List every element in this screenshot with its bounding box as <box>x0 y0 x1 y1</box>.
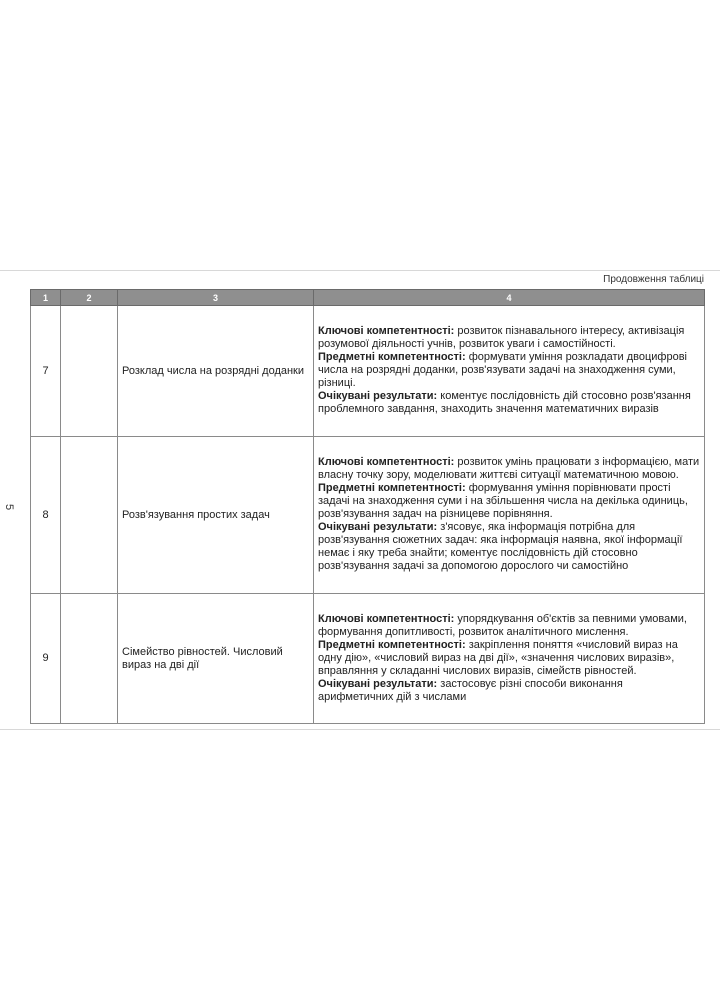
block-label: Ключові компетентності: <box>318 325 455 337</box>
table-row <box>31 306 705 437</box>
block-text: закріплення поняття «числовий вираз на одну дію», «числовий вираз на дві дії», «значення числових виразів», вправляння у складанні числових виразів, сімейств рівностей. <box>318 638 678 677</box>
subject-competencies <box>318 351 700 390</box>
row-col2 <box>61 594 118 724</box>
row-col2 <box>61 306 118 437</box>
table-caption: Продовження таблиці <box>603 274 704 285</box>
page-edge-top <box>0 270 720 271</box>
block-text: упорядкування об'єктів за певними умовами, формування допитливості, розвиток аналітичного мислення. <box>318 612 687 638</box>
subject-competencies <box>318 639 700 678</box>
row-number: 9 <box>31 594 61 724</box>
header-col-3: 3 <box>118 290 314 306</box>
expected-results <box>318 678 700 704</box>
expected-results <box>318 390 700 416</box>
block-text: коментує послідовність дій стосовно розв'язання проблемного завдання, знаходить значення математичних виразів <box>318 390 691 415</box>
header-col-2: 2 <box>61 290 118 306</box>
block-text: формувати уміння розкладати двоцифрові числа на розрядні доданки, розв'язувати задачі на знаходження суми, різниці. <box>318 351 687 389</box>
expected-results <box>318 521 700 573</box>
lesson-description <box>314 594 705 724</box>
header-col-4: 4 <box>314 290 705 306</box>
block-label: Очікувані результати: <box>318 521 438 533</box>
block-label: Очікувані результати: <box>318 677 438 690</box>
header-col-1: 1 <box>31 290 61 306</box>
page-edge-bottom <box>0 729 720 730</box>
subject-competencies <box>318 482 700 521</box>
block-label: Предметні компетентності: <box>318 638 466 651</box>
key-competencies <box>318 456 700 482</box>
row-number: 7 <box>31 306 61 437</box>
lesson-topic: Розв'язування простих задач <box>118 437 314 594</box>
table-row <box>31 594 705 724</box>
block-text: формування уміння порівнювати прості задачі на знаходження суми і на збільшення числа на декілька одиниць, розв'язування задач на різницеве порівняння. <box>318 482 688 520</box>
lesson-plan-table <box>30 289 705 724</box>
lesson-topic: Сімейство рівностей. Числовий вираз на дві дії <box>118 594 314 724</box>
row-col2 <box>61 437 118 594</box>
block-label: Предметні компетентності: <box>318 351 466 363</box>
block-text: розвиток пізнавального інтересу, активізація розумової діяльності учнів, розвиток уваги і самостійності. <box>318 325 685 350</box>
lesson-description <box>314 306 705 437</box>
block-label: Очікувані результати: <box>318 390 438 402</box>
table-row <box>31 437 705 594</box>
block-text: з'ясовує, яка інформація потрібна для розв'язування сюжетних задач: яка інформація наявна, якої інформації немає і яку треба знайти; коментує послідовність дій стосовно розв'язування задачі за допомогою дорослого чи самостійно <box>318 521 683 572</box>
key-competencies <box>318 325 700 351</box>
key-competencies <box>318 613 700 639</box>
row-number: 8 <box>31 437 61 594</box>
block-text: розвиток умінь працювати з інформацією, мати власну точку зору, моделювати життєві ситуації математичною мовою. <box>318 456 700 481</box>
lesson-topic: Розклад числа на розрядні доданки <box>118 306 314 437</box>
block-label: Ключові компетентності: <box>318 612 455 625</box>
block-label: Ключові компетентності: <box>318 456 455 468</box>
block-label: Предметні компетентності: <box>318 482 466 494</box>
block-text: застосовує різні способи виконання арифметичних дій з числами <box>318 677 623 703</box>
page-number: 5 <box>3 503 15 511</box>
header-row <box>31 290 705 306</box>
lesson-description <box>314 437 705 594</box>
